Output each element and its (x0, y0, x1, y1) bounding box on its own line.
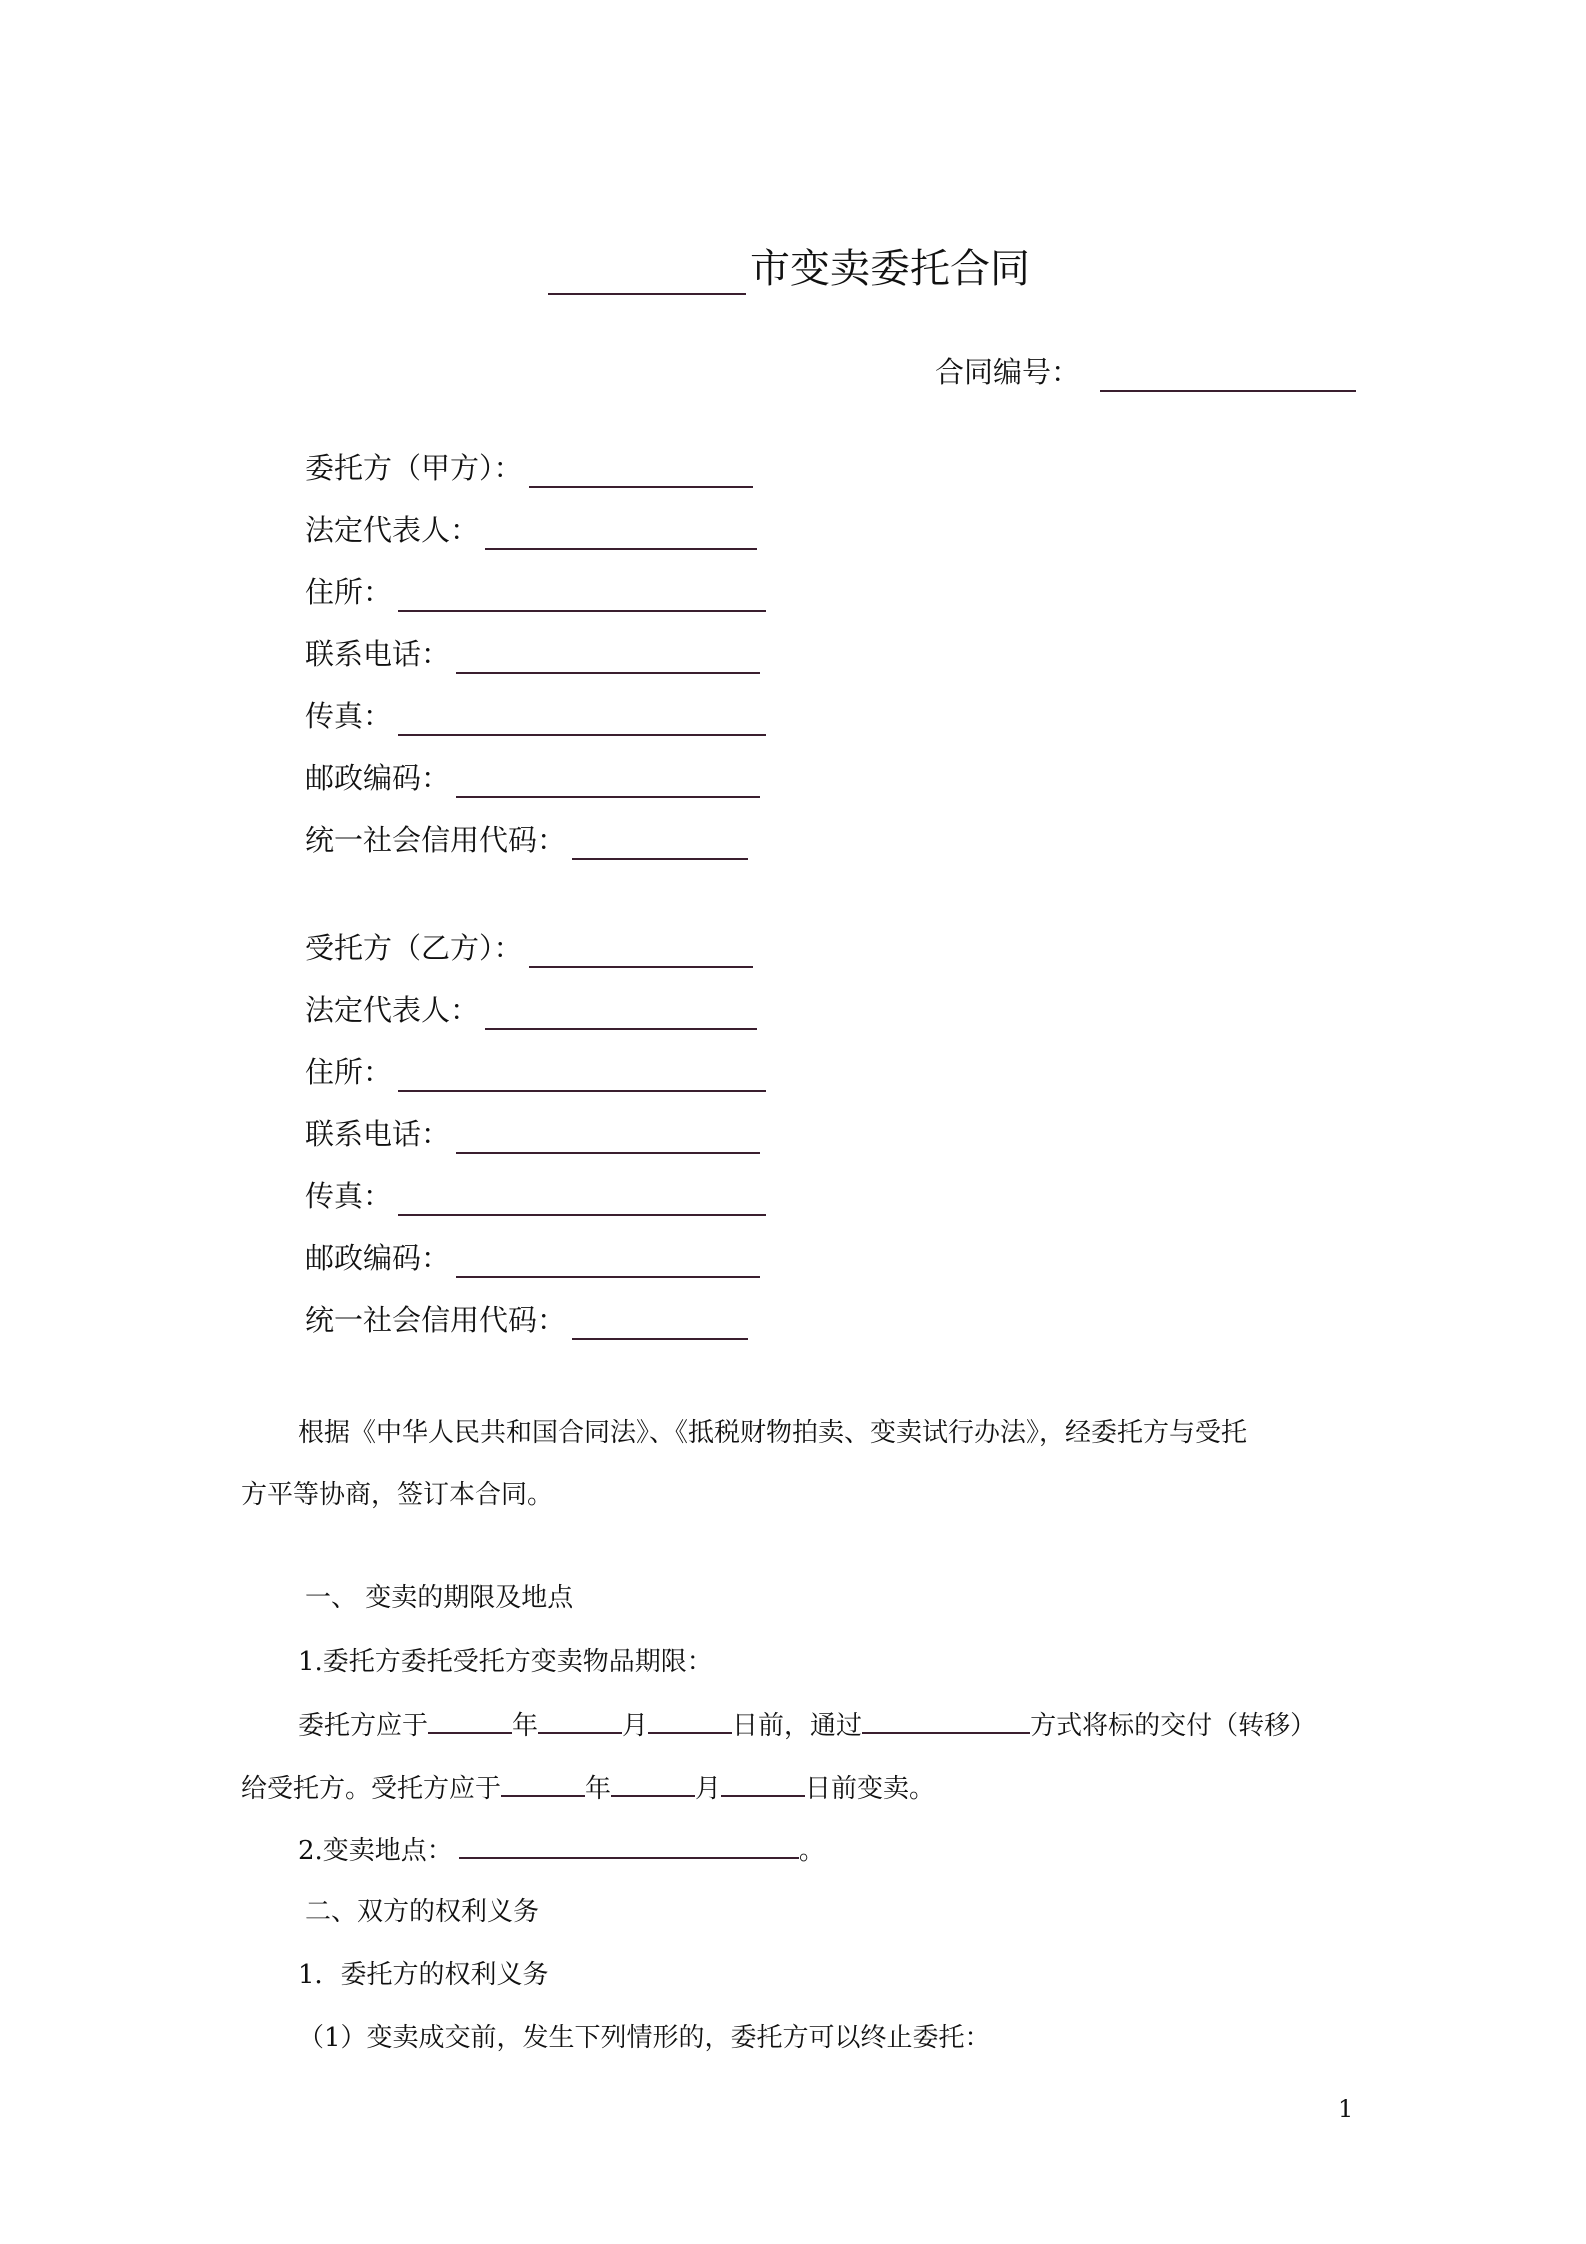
text: 月 (622, 1711, 649, 1741)
title-text: 市变卖委托合同 (750, 246, 1030, 292)
field-label: 邮政编码： (305, 1241, 451, 1275)
field-label: 统一社会信用代码： (305, 823, 567, 857)
text: 月 (695, 1774, 722, 1804)
month-blank[interactable] (538, 1706, 622, 1734)
party-b-name-field (305, 928, 753, 968)
preamble-line-1: 根据《中华人民共和国合同法》、《抵税财物拍卖、变卖试行办法》，经委托方与受托 (298, 1418, 1248, 1448)
field-blank[interactable] (572, 1308, 748, 1340)
party-a-postcode-field (305, 758, 760, 798)
text: 2.变卖地点： (298, 1836, 453, 1866)
text: 。 (798, 1836, 825, 1866)
field-label: 法定代表人： (305, 993, 480, 1027)
method-blank[interactable] (862, 1706, 1030, 1734)
field-blank[interactable] (529, 936, 753, 968)
party-a-credit-code-field (305, 820, 748, 860)
text: 给受托方。受托方应于 (241, 1774, 502, 1804)
document-title (548, 243, 1030, 295)
party-b-fax-field (305, 1176, 766, 1216)
field-blank[interactable] (398, 580, 766, 612)
section-1-line-b (241, 1769, 935, 1807)
contract-number-label: 合同编号： (935, 355, 1081, 389)
section-2-item-1: 1．委托方的权利义务 (298, 1960, 549, 1990)
party-b-phone-field (305, 1114, 760, 1154)
text: 日前，通过 (732, 1711, 863, 1741)
field-blank[interactable] (485, 998, 757, 1030)
text: 方式将标的交付（转移） (1030, 1711, 1317, 1741)
field-blank[interactable] (398, 1184, 766, 1216)
party-a-address-field (305, 572, 766, 612)
field-blank[interactable] (398, 1060, 766, 1092)
year-blank[interactable] (501, 1769, 585, 1797)
section-1-item-1: 1.委托方委托受托方变卖物品期限： (298, 1647, 713, 1677)
section-2-heading: 二、双方的权利义务 (305, 1897, 540, 1927)
party-b-postcode-field (305, 1238, 760, 1278)
section-1-heading: 一、 变卖的期限及地点 (305, 1583, 574, 1613)
field-label: 统一社会信用代码： (305, 1303, 567, 1337)
contract-number (935, 352, 1356, 392)
year-blank[interactable] (428, 1706, 512, 1734)
field-blank[interactable] (456, 766, 760, 798)
section-1-line-a (298, 1706, 1316, 1744)
field-blank[interactable] (456, 1246, 760, 1278)
field-blank[interactable] (398, 704, 766, 736)
city-blank[interactable] (548, 253, 746, 295)
party-a-fax-field (305, 696, 766, 736)
field-blank[interactable] (485, 518, 757, 550)
party-b-address-field (305, 1052, 766, 1092)
preamble-line-2: 方平等协商，签订本合同。 (241, 1480, 554, 1510)
text: 年 (512, 1711, 539, 1741)
day-blank[interactable] (648, 1706, 732, 1734)
party-b-legal-rep-field (305, 990, 757, 1030)
text: 委托方应于 (298, 1711, 429, 1741)
text: 年 (585, 1774, 612, 1804)
field-label: 委托方（甲方）： (305, 451, 523, 485)
field-blank[interactable] (529, 456, 753, 488)
field-blank[interactable] (456, 642, 760, 674)
field-blank[interactable] (572, 828, 748, 860)
field-label: 联系电话： (305, 1117, 451, 1151)
section-2-item-1-sub-1: （1）变卖成交前，发生下列情形的，委托方可以终止委托： (298, 2023, 991, 2053)
field-label: 联系电话： (305, 637, 451, 671)
field-label: 法定代表人： (305, 513, 480, 547)
month-blank[interactable] (611, 1769, 695, 1797)
field-label: 住所： (305, 575, 393, 609)
field-blank[interactable] (456, 1122, 760, 1154)
party-a-legal-rep-field (305, 510, 757, 550)
party-b-credit-code-field (305, 1300, 748, 1340)
field-label: 住所： (305, 1055, 393, 1089)
page-number: 1 (1338, 2095, 1354, 2123)
field-label: 传真： (305, 699, 393, 733)
day-blank[interactable] (721, 1769, 805, 1797)
section-1-item-2 (298, 1831, 825, 1869)
field-label: 受托方（乙方）： (305, 931, 523, 965)
field-label: 邮政编码： (305, 761, 451, 795)
contract-number-blank[interactable] (1100, 360, 1356, 392)
field-label: 传真： (305, 1179, 393, 1213)
location-blank[interactable] (459, 1831, 799, 1859)
text: 日前变卖。 (805, 1774, 936, 1804)
party-a-name-field (305, 448, 753, 488)
party-a-phone-field (305, 634, 760, 674)
